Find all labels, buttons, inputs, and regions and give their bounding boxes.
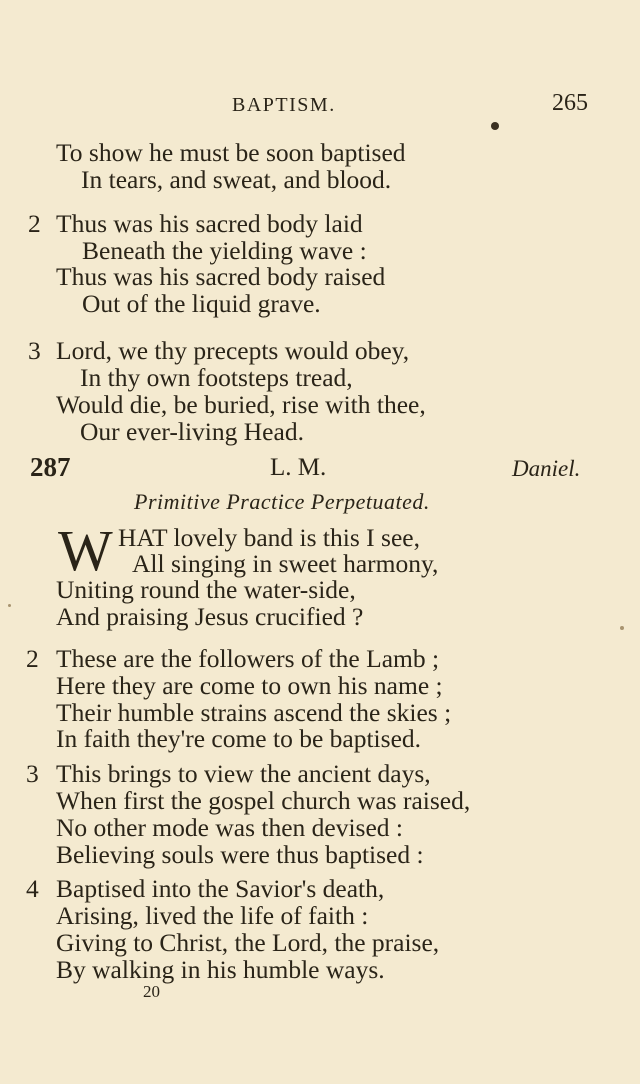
verse-line: Would die, be buried, rise with thee, xyxy=(56,390,426,419)
stanza-number: 4 xyxy=(26,874,39,903)
verse-line: In tears, and sweat, and blood. xyxy=(81,165,392,194)
verse-line: Baptised into the Savior's death, xyxy=(56,874,385,903)
stanza-number: 3 xyxy=(26,759,39,788)
verse-line: This brings to view the ancient days, xyxy=(56,759,431,788)
verse-line: By walking in his humble ways. xyxy=(56,955,385,984)
verse-line: In faith they're come to be baptised. xyxy=(56,724,422,753)
running-head: BAPTISM. xyxy=(232,94,336,116)
paper-blemish xyxy=(8,604,11,607)
verse-line: These are the followers of the Lamb ; xyxy=(56,644,440,673)
stanza-number: 2 xyxy=(28,209,41,238)
verse-line: All singing in sweet harmony, xyxy=(132,549,439,578)
verse-line: Lord, we thy precepts would obey, xyxy=(56,336,410,365)
verse-line: When first the gospel church was raised, xyxy=(56,786,471,815)
verse-line: And praising Jesus crucified ? xyxy=(56,602,364,631)
verse-line: Beneath the yielding wave : xyxy=(82,236,367,265)
ink-speck xyxy=(491,122,499,130)
stanza-number: 2 xyxy=(26,644,39,673)
verse-line: Here they are come to own his name ; xyxy=(56,671,443,700)
hymn-title: Primitive Practice Perpetuated. xyxy=(134,489,430,514)
signature-mark: 20 xyxy=(143,982,160,1001)
hymn-number: 287 xyxy=(30,452,71,482)
verse-line: In thy own footsteps tread, xyxy=(80,363,353,392)
verse-line: Thus was his sacred body raised xyxy=(56,262,386,291)
verse-line: HAT lovely band is this I see, xyxy=(118,523,420,552)
verse-line: Out of the liquid grave. xyxy=(82,289,321,318)
verse-line: No other mode was then devised : xyxy=(56,813,404,842)
verse-line: Giving to Christ, the Lord, the praise, xyxy=(56,928,440,957)
verse-line: Our ever-living Head. xyxy=(80,417,304,446)
paper-blemish xyxy=(620,626,624,630)
hymn-author: Daniel. xyxy=(512,456,581,481)
verse-line: Thus was his sacred body laid xyxy=(56,209,363,238)
verse-line: Their humble strains ascend the skies ; xyxy=(56,698,452,727)
verse-line: Believing souls were thus baptised : xyxy=(56,840,424,869)
page-number: 265 xyxy=(552,90,588,116)
verse-line: To show he must be soon baptised xyxy=(56,138,406,167)
stanza-number: 3 xyxy=(28,336,41,365)
hymn-meter: L. M. xyxy=(270,454,327,481)
verse-line: Arising, lived the life of faith : xyxy=(56,901,369,930)
verse-line: Uniting round the water-side, xyxy=(56,575,356,604)
drop-cap: W xyxy=(58,518,113,583)
